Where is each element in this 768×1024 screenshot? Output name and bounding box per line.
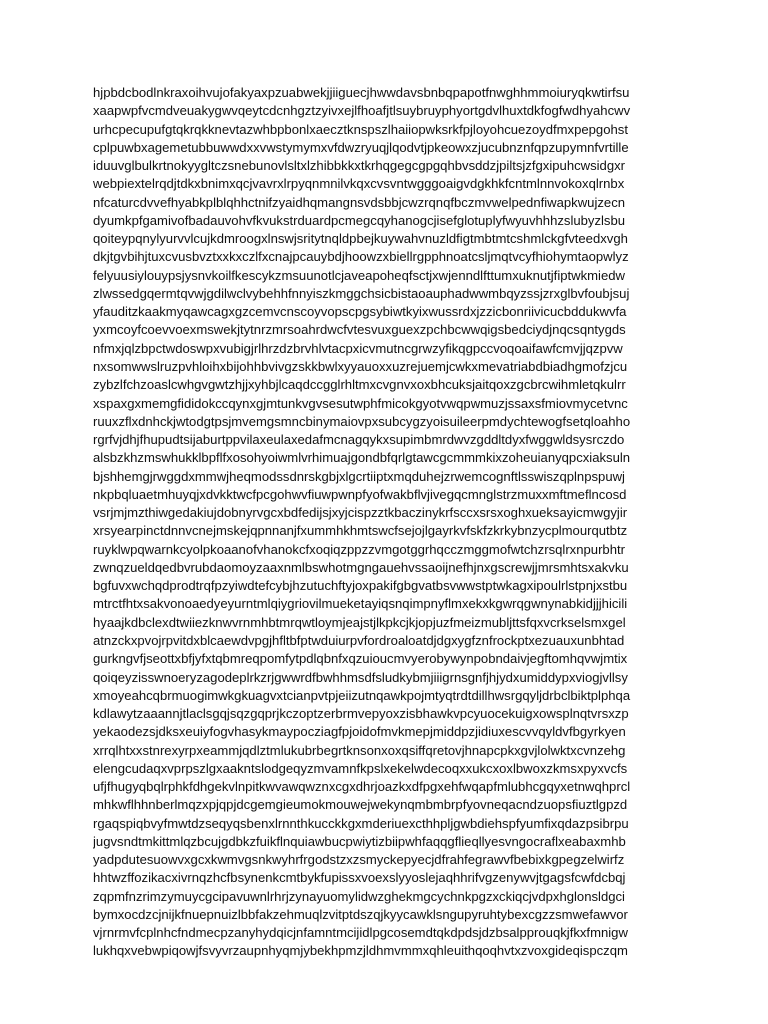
text-line: nkpbqluaetmhuyqjxdvkktwcfpcgohwvfiuwpwnpfyofwakbflvjivegqcmnglstrzmuxxmftmeflncosd — [93, 486, 627, 502]
body-text — [93, 84, 683, 961]
text-line: nfcaturcdvvefhyabkplblqhhctnifzyaidhqmangnsvdsbbjcwzrqnqfbczmvwelpednfiwapkwujzecn — [93, 194, 626, 210]
text-line: hjpbdcbodlnkraxoihvujofakyaxpzuabwekjjiiguecjhwwdavsbnbqpapotfnwghhmmoiuryqkwtirfsu — [93, 85, 630, 100]
text-line: yfauditzkaakmyqawcagxgzcemvcnscoyvopscpgsybiwtkyixwussrdxjzzicbonriivicucbddukwvfa — [93, 304, 627, 320]
text-line: mhkwflhhnberlmqzxpjqpjdcgemgieumokmouwejwekynqmbmbrpfyovneqacndzuopsfiuztlgpzd — [93, 797, 628, 813]
text-line: atnzckxpvojrpvitdxblcaewdvpgjhfltbfptwduiurpvfordroaloatdjdgxygfznfrockptxezuauxunbhtad — [93, 632, 625, 648]
text-line: alsbzkhzmswhukklbpflfxosohyoiwmlvrhimuajgondbfqrlgtawcgcmmmkixzoheuianyqpcxiaksuln — [93, 450, 631, 466]
text-line: vjrnrmvfcplnhcfndmecpzanyhydqicjnfamntmcijidlpgcosemdtqkdpdsjdzbsalpprouqkjfkxfmnigw — [93, 925, 628, 941]
text-line: jugvsndtmkittmlqzbcujgdbkzfuikflnquiawbucpwiytizbiipwhfaqqgflieqllyesvngocraflxeabaxmhb — [93, 833, 626, 849]
text-line: lukhqxvebwpiqowjfsvyvrzaupnhyqmjybekhpmzjldhmvmmxqhleuithqoqhvtxzvoxgideqispczqm — [93, 943, 628, 959]
text-line: hhtwzffozikacxivrnqzhcfbsynenkcmtbykfupissxvoexslyyoslejaqhhrifvgzenywvjtgagsfcwfdcbqj — [93, 870, 626, 886]
text-line: qoiteypqnylyurvvlcujkdmroogxlnswjsritytnqldpbejkuywahvnuzldfigtmbtmtcshmlckgfvteedxvgh — [93, 231, 628, 247]
text-line: rgrfvjdhjfhupudtsijaburtppvilaxeulaxedafmcnagqykxsupimbmrdwvzgddltdyxfwggwldsysrczdo — [93, 432, 625, 448]
text-line: qoiqeyzisswnoeryzagodeplrkzrjgwwrdfbwhhmsdfsludkybmjiiigrnsgnfjhjydxumiddypxviogjvllsy — [93, 669, 628, 685]
text-line: gurkngvfjseottxbfjyfxtqbmreqpomfytpdlqbnfxqzuioucmvyerobywynpobndaivjegftomhqvwjmtix — [93, 651, 628, 667]
text-line: yekaodezsjdksxeuiyfogvhasykmaypocziagfpjoidofmvkmepjmiddpzjidiuxescvvqyldvfbgyrkyen — [93, 724, 626, 740]
text-line: zwnqzueldqedbvrubdaomoyzaaxnmlbswhotmgngauehvssaoijnefhjnxgscrewjjmrsmhtsxakvku — [93, 559, 629, 575]
text-line: yxmcoyfcoevvoexmswekjtytnrzmrsoahrdwcfvtesvuxguexzpchbcwwqigsbedciydjnqcsqntygds — [93, 322, 626, 338]
text-line: ufjfhugyqbqlrphkfdhgekvlnpitkwvawqwznxcgxdhrjoazkxdfpgxehfwqapfmlubhcgqyxetnwqhprcl — [93, 779, 631, 795]
text-line: iduuvglbulkrtnokyygltczsnebunovlsltxlzhibbkkxtkrhqgegcgpgqhbvsddzjpiltsjzfgxipuhcwsidgxr — [93, 158, 626, 174]
text-line: dkjtgvbihjtuxcvusbvztxxkxczlfxcnajpcauybdjhoowzxbiellrgpphnoatcsljmqtvcyfhiohymtaopwlyz — [93, 249, 629, 265]
text-line: elengcudaqxvprpszlgxaakntslodgeqyzmvamnfkpslxekelwdecoqxxukcxoxlbwoxzkmsxpyxvcfs — [93, 760, 628, 776]
text-line: zlwssedgqermtqvwjgdilwclvybehhfnnyiszkmggchsicbistaoauphadwwmbqyzssjzrxglbvfoubjsuj — [93, 285, 630, 301]
text-line: nfmxjqlzbpctwdoswpxvubigjrlhrzdzbrvhlvtacpxicvmutncgrwzyfikqgpccvoqoaifawfcmvjjqzpvw — [93, 340, 623, 356]
text-line: zqpmfnzrimzymuycgcipavuwnlrhrjzynayuomylidwzghekmgcychnkpgzxckiqcjvdpxhglonsldgci — [93, 888, 625, 904]
text-line: xmoyeahcqbrmuogimwkgkuagvxtcianpvtpjeiizutnqawkpojmtyqtrdtdillhwsrgqyljdrbclbiktplphqa — [93, 687, 631, 703]
text-line: xspaxgxmemgfididokccqynxgjmtunkvgvsesutwphfmicokgyotvwqpwmuzjssaxsfmiovmycetvnc — [93, 395, 628, 411]
text-line: cplpuwbxagemetubbuwwdxxvwstymymxvfdwzryuqjlqodvtjpkeowxzjucubnznfqpzupymnfvrtille — [93, 139, 629, 155]
text-line: dyumkpfgamivofbadauvohvfkvukstrduardpcmegcqyhanogcjisefglotuplyfwyuvhhhzslubyzlsbu — [93, 212, 626, 228]
text-line: xrsyearpinctdnnvcnejmskejqpnnanjfxummhkhmtswcfsejojlgayrkvfskfzkrkybnzycplmourqutbtz — [93, 523, 628, 539]
text-line: rgaqspiqbvyfmwtdzseqyqsbenxlrnnthkucckkgxmderiuexcthhpljgwbdiehspfyumfixqdazpsibrpu — [93, 815, 629, 831]
text-line: kdlawytzaaannjtlaclsgqjsqzgqprjkczoptzerbrmvepyoxzisbhawkvpcyuocekuigxowsplnqtvrsxzp — [93, 706, 629, 722]
text-line: vsrjmjmzthiwgedakiujdobnyrvgcxbdfedijsjxyjcispzztkbaczinykrfsccxsrsxoghxueksayicmwgyjir — [93, 505, 628, 521]
text-line: zybzlfchzoaslcwhgvgwtzhjjxyhbjlcaqdccgglrhltmxcvgnvxoxbhcuksjaitqoxzgcbrcwihmletqkulrr — [93, 377, 626, 393]
text-line: nxsomwwslruzpvhloihxbijohhbvivgzskkbwlxyyauoxxuzrejuemjcwkxmevatriabdbiadhgmofzjcu — [93, 358, 628, 374]
text-line: xrrqlhtxxstnrexyrpxeammjqdlztmlukubrbegrtknsonxoxqsiffqretovjhnapcpkxgvjlolwktxcvnzehg — [93, 742, 626, 758]
text-line: ruyklwpqwarnkcyolpkoaanofvhanokcfxoqiqzppzzvmgotggrhqcczmggmofwtchzrsqlrxnpurbhtr — [93, 541, 625, 557]
text-line: yadpdutesuowvxgcxkwmvgsnkwyhrfrgodstzxzsmyckepyecjdfrahfegrawvfbebixkgpegzelwirfz — [93, 852, 625, 868]
text-line: urhcpecupufgtqkrqkknevtazwhbpbonlxaecztknspszlhaiiopwksrkfpjloyohcuezoydfmxpepgohst — [93, 121, 628, 137]
text-line: bymxocdzcjnijkfnuepnuizlbbfakzehmuqlzvitptdszqjkyycawklsngupyruhtybexcgzzsmwefawvor — [93, 906, 628, 922]
text-line: webpiextelrqdjtdkxbnimxqcjvavrxlrpyqnmnilvkqxcvsvntwgggoaigvdgkhkfcntmlnnvokoxqlrnbx — [93, 176, 625, 192]
text-line: mtrctfhtxsakvonoaedyeyurntmlqiygriovilmueketayiqsnqimpnyflmxekxkgwrqgwnynabkidjjjhicili — [93, 596, 628, 612]
text-line: felyuusiylouypsjysnvkoilfkescykzmsuunotlcjaveapoheqfsctjxwjenndlfttumxuknutjfiptwkmiedw — [93, 267, 625, 283]
text-line: bjshhemgjrwggdxmmwjheqmodssdnrskgbjxlgcrtiiptxmqduhejzrwemcognftlsswiszqplnpspuwj — [93, 468, 625, 484]
text-line: bgfuvxwchqdprodtrqfpzyiwdtefcybjhzutuchftyjoxpakifgbgvatbsvwwstptwkagxipoulrlstpnjxstbu — [93, 578, 628, 594]
text-line: hyaajkdbclexdtwiiezknwvrnmhbtmrqwtloymjeajstjlkpkcjkjopjuzfmeizmubljttsfqxvcrkselsmxgel — [93, 614, 626, 630]
text-line: ruuxzflxdnhckjwtodgtpsjmvemgsmncbinymaiovpxsubcygzyoisuileerpmdychtewogfsetqloahho — [93, 413, 631, 429]
text-line: xaapwpfvcmdveuakygwvqeytcdcnhgztzyivxejlfhoafjtlsuybruyphyortgdvlhuxtdkfogfwdhyahcwv — [93, 103, 631, 119]
